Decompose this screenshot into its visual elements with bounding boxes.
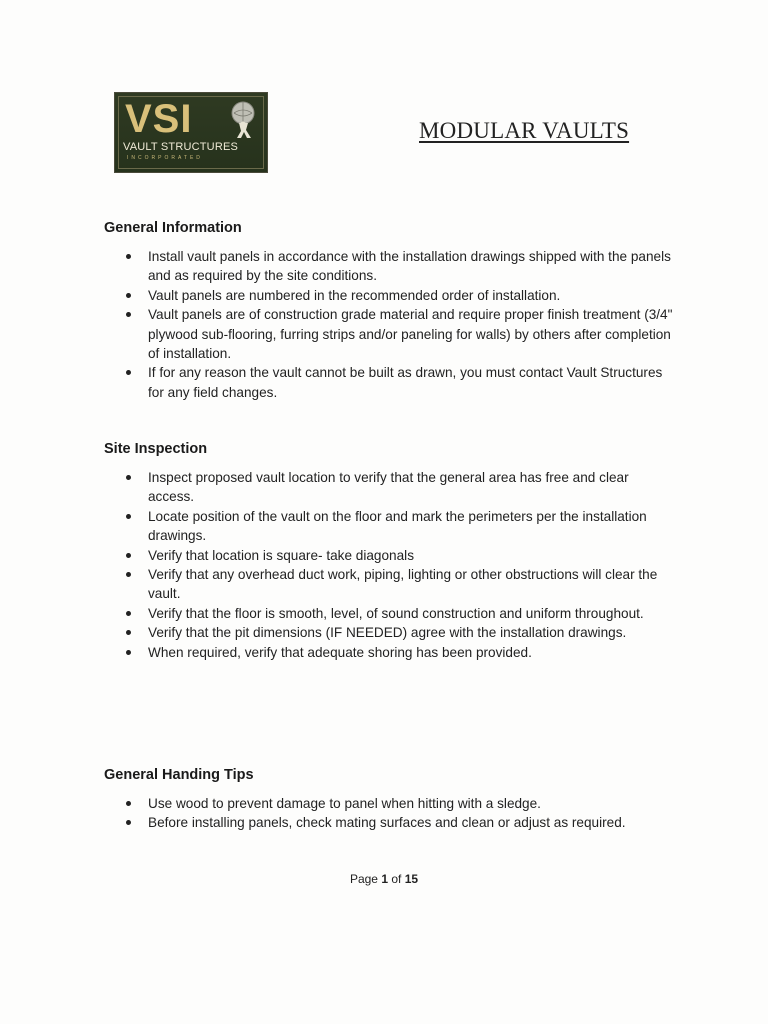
bullet-icon xyxy=(126,293,131,298)
bullet-icon xyxy=(126,820,131,825)
document-title: MODULAR VAULTS xyxy=(419,118,630,143)
list-item xyxy=(104,643,674,662)
atlas-globe-icon xyxy=(227,101,259,139)
bullet-icon xyxy=(126,572,131,577)
logo-company-name: VAULT STRUCTURES xyxy=(123,141,239,153)
bullet-icon xyxy=(126,611,131,616)
list-item-text: Vault panels are numbered in the recommended order of installation. xyxy=(148,287,561,303)
list-item xyxy=(104,363,674,402)
section-general-information xyxy=(104,219,674,402)
list-item-text: Before installing panels, check mating surfaces and clean or adjust as required. xyxy=(148,815,626,831)
list-item-text: Verify that any overhead duct work, piping, lighting or other obstructions will clear the vault. xyxy=(148,567,658,602)
list-item xyxy=(104,604,674,623)
page-number xyxy=(0,872,768,886)
bullet-icon xyxy=(126,630,131,635)
section-general-handing-tips xyxy=(104,766,674,833)
list-item xyxy=(104,794,674,813)
section-heading: Site Inspection xyxy=(104,441,208,457)
list-item-text: Verify that the pit dimensions (IF NEEDED) agree with the installation drawings. xyxy=(148,625,627,641)
vsi-logo xyxy=(114,92,268,173)
list-item-text: Verify that the floor is smooth, level, of sound construction and uniform throughout. xyxy=(148,605,644,621)
bullet-icon xyxy=(126,475,131,480)
list-item-text: Inspect proposed vault location to verify that the general area has free and clear access. xyxy=(148,470,629,505)
list-item xyxy=(104,623,674,642)
logo-company-subtitle: INCORPORATED xyxy=(127,155,203,161)
list-item xyxy=(104,286,674,305)
page-label: Page xyxy=(349,872,378,886)
list-item-text: Vault panels are of construction grade material and require proper finish treatment (3/4" plywood sub-flooring, furring strips and/or paneling for walls) by others after completion of installation. xyxy=(148,307,673,362)
list-item xyxy=(104,468,674,507)
list-item-text: Verify that location is square- take diagonals xyxy=(148,547,414,563)
bullet-icon xyxy=(126,254,131,259)
bullet-icon xyxy=(126,801,131,806)
bullet-list xyxy=(104,794,674,833)
list-item-text: When required, verify that adequate shoring has been provided. xyxy=(148,644,532,660)
list-item-text: Install vault panels in accordance with the installation drawings shipped with the panels and as required by the site conditions. xyxy=(148,249,671,284)
bullet-icon xyxy=(126,514,131,519)
bullet-icon xyxy=(126,370,131,375)
logo-brand: VSI xyxy=(125,97,193,141)
page-of: of xyxy=(391,872,402,886)
page-current: 1 xyxy=(381,872,388,886)
list-item xyxy=(104,546,674,565)
list-item-text: Locate position of the vault on the floor and mark the perimeters per the installation drawings. xyxy=(148,508,647,544)
bullet-icon xyxy=(126,312,131,317)
bullet-list xyxy=(104,468,674,662)
bullet-list xyxy=(104,247,674,402)
list-item xyxy=(104,305,674,363)
list-item-text: If for any reason the vault cannot be built as drawn, you must contact Vault Structures for any field changes. xyxy=(148,365,663,400)
list-item xyxy=(104,813,674,832)
list-item-text: Use wood to prevent damage to panel when hitting with a sledge. xyxy=(148,796,541,811)
list-item xyxy=(104,565,674,604)
section-heading: General Handing Tips xyxy=(104,767,254,783)
list-item xyxy=(104,247,674,286)
list-item xyxy=(104,507,674,546)
bullet-icon xyxy=(126,650,131,655)
bullet-icon xyxy=(126,553,131,558)
page-total: 15 xyxy=(404,872,419,886)
section-heading: General Information xyxy=(104,220,242,236)
section-site-inspection xyxy=(104,440,674,662)
